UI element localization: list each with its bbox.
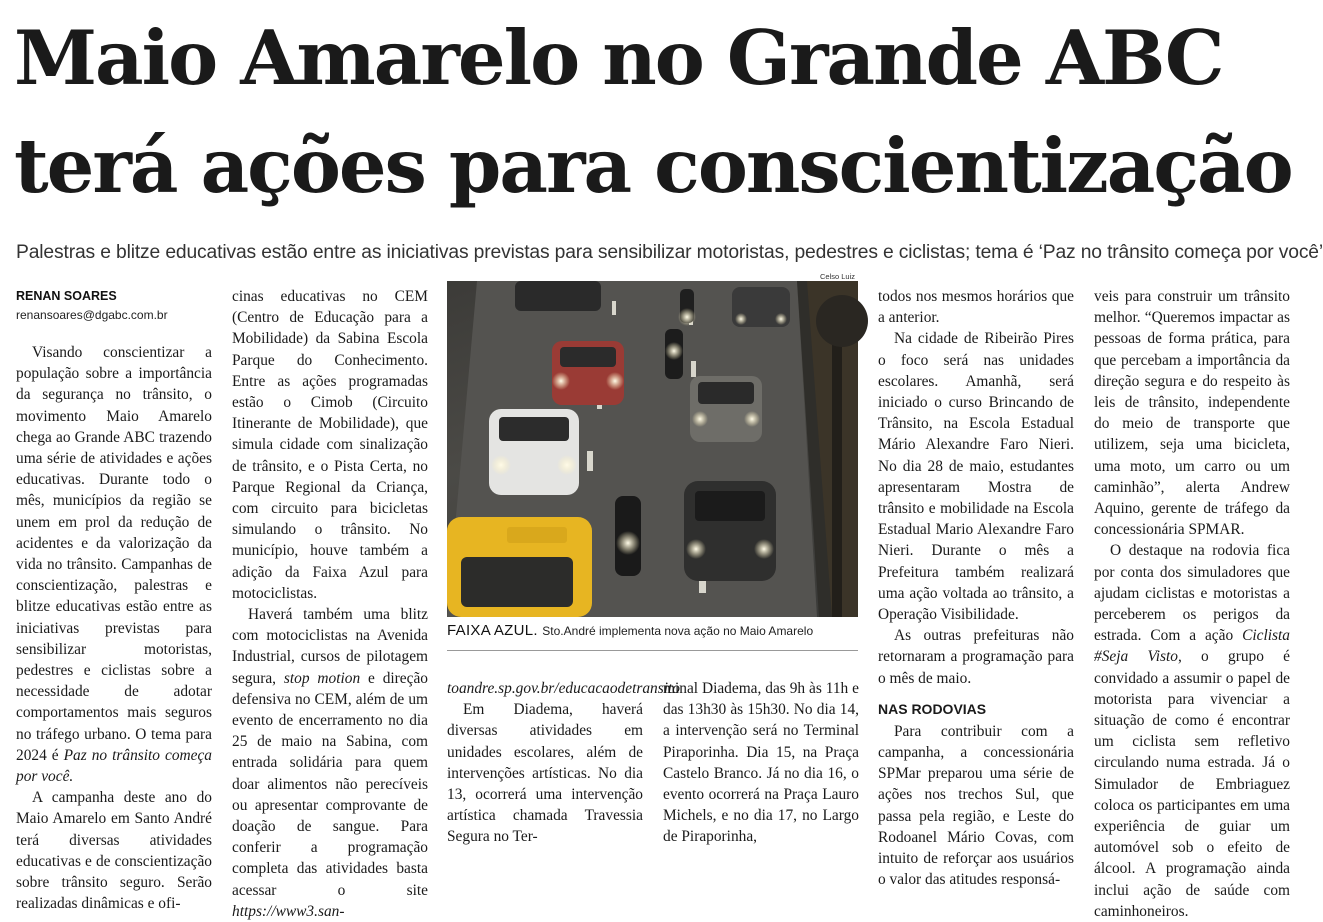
section-heading: NAS RODOVIAS <box>878 700 987 717</box>
paragraph: cinas educativas no CEM (Centro de Educação para a Mobilidade) da Sabina Escola Parque do Conhecimento. Entre as ações programadas estão o Cimob (Circuito Itinerante de Mobilidade), que simula cidade com sinalização de trânsito, e o Pista Certa, no Parque Regional da Criança, com circuito para bicicletas simulando o trânsito. No município, houve também a adição da Faixa Azul para motociclistas. <box>232 288 428 602</box>
paragraph <box>16 342 212 787</box>
caption-lead: FAIXA AZUL. <box>447 622 538 639</box>
paragraph-text: Visando conscientizar a população sobre a importância da segurança no trânsito, o movimento Maio Amarelo chega ao Grande ABC trazendo uma série de atividades e ações educativas. Durante todo o mês, municípios da região se unem em prol da redução de acidentes e da valorização da vida no trânsito. Campanhas de conscientização, palestras e blitze educativas estão entre as iniciativas previstas para sensibilizar motoristas, pedestres e ciclistas sobre a necessidade de adotar comportamentos mais seguros no tráfego urbano. O tema para 2024 é <box>16 344 212 764</box>
byline <box>16 288 216 324</box>
paragraph-text: Haverá também uma blitz com motociclistas na Avenida Industrial, cursos de pilotagem segura, <box>232 606 428 687</box>
caption-divider <box>447 650 858 651</box>
article-column-1 <box>16 342 212 913</box>
headline-line-1: Maio Amarelo no Grande ABC <box>14 14 1223 102</box>
website-link-continued[interactable]: toandre.sp.gov.br/educacaodetransito <box>447 680 680 697</box>
caption-text: Sto.André implementa nova ação no Maio Amarelo <box>542 624 814 638</box>
article-column-2 <box>232 286 428 920</box>
paragraph: veis para construir um trânsito melhor. “Queremos impactar as pessoas de forma prática, para que percebam a importância da direção segura e do respeito às leis de trânsito, independente do meio de transporte que utilizem, seja uma bicicleta, uma moto, um carro ou um caminhão”, alerta Andrew Aquino, gerente de tráfego da concessionária SPMAR. <box>1094 288 1290 539</box>
article-column-5 <box>878 286 1074 889</box>
paragraph: A campanha deste ano do Maio Amarelo em Santo André terá diversas atividades educativas e de conscientização sobre trânsito seguro. Serão realizadas dinâmicas e ofi- <box>16 789 212 913</box>
news-photo <box>447 281 858 617</box>
author-name: RENAN SOARES <box>16 289 117 303</box>
paragraph-text: O destaque na rodovia fica por conta dos simuladores que ajudam ciclistas e motoristas a perceberem os perigos da estrada. Com a ação <box>1094 542 1290 645</box>
photo-caption <box>447 622 858 644</box>
italic-term: stop motion <box>283 669 361 687</box>
traffic-photo-illustration <box>447 281 858 617</box>
campaign-name: Ciclista #Seja Visto <box>1094 627 1290 666</box>
subtitle: Palestras e blitze educativas estão entre as iniciativas previstas para sensibilizar motoristas, pedestres e ciclistas; tema é ‘Paz no trânsito começa por você’ <box>16 242 1323 263</box>
article-column-6 <box>1094 286 1290 920</box>
paragraph: Na cidade de Ribeirão Pires o foco será nas unidades escolares. Amanhã, será iniciado o curso Brincando de Trânsito, na Escola Estadual Mário Alexandre Faro Nieri. No dia 28 de maio, estudantes apresentaram Mostra de trânsito e mobilidade na Escola Estadual Mario Alexandre Faro Nieri. Durante o mês a Prefeitura também realizará uma ação voltada ao trânsito, a Operação Visibilidade. <box>878 330 1074 624</box>
paragraph <box>1094 540 1290 922</box>
headline <box>14 4 1292 220</box>
paragraph: Em Diadema, haverá diversas atividades em unidades escolares, além de intervenções artísticas. No dia 13, ocorrerá uma intervenção artística chamada Travessia Segura no Ter- <box>447 701 643 846</box>
paragraph-text: , o grupo é convidado a assumir o papel de motorista para vivenciar a situação de como é encontrar um ciclista sem refletivo circulando numa estrada. Já o Simulador de Embriaguez coloca os participantes em uma experiência de guiar um automóvel sob o efeito de álcool. A programação ainda inclui ação de saúde com caminhoneiros. <box>1094 648 1290 920</box>
campaign-theme: Paz no trânsito começa por você. <box>16 746 212 786</box>
paragraph: As outras prefeituras não retornaram a programação para o mês de maio. <box>878 627 1074 687</box>
paragraph: Para contribuir com a campanha, a concessionária SPMar preparou uma série de ações nos trechos Sul, que passa pela região, e Leste do Rodoanel Mário Covas, com intuito de reforçar aos usuários o valor das atitudes responsá- <box>878 722 1074 889</box>
article-column-3 <box>447 678 680 846</box>
paragraph: todos nos mesmos horários que a anterior. <box>878 288 1074 327</box>
paragraph <box>232 604 428 922</box>
paragraph <box>447 678 680 699</box>
article-column-4 <box>663 678 859 846</box>
paragraph: minal Diadema, das 9h às 11h e das 13h30 às 15h30. No dia 14, a intervenção será no Terminal Piraporinha. Dia 15, na Praça Castelo Branco. Já no dia 16, o evento ocorrerá na Praça Lauro Michels, e no dia 17, no Largo de Piraporinha, <box>663 680 859 846</box>
headline-line-2: terá ações para conscientização <box>14 122 1292 210</box>
website-link[interactable]: https://www3.san- <box>232 902 345 920</box>
paragraph-text: e direção defensiva no CEM, além de um evento de encerramento no dia 25 de maio na Sabina, com entrada solidária para quem doar alimentos não perecíveis ou apresentar comprovante de doação de sangue. Para conferir a programação completa das atividades basta acessar o site <box>232 669 428 899</box>
photo-credit: Celso Luiz <box>820 272 856 281</box>
author-email: renansoares@dgabc.com.br <box>16 308 168 322</box>
